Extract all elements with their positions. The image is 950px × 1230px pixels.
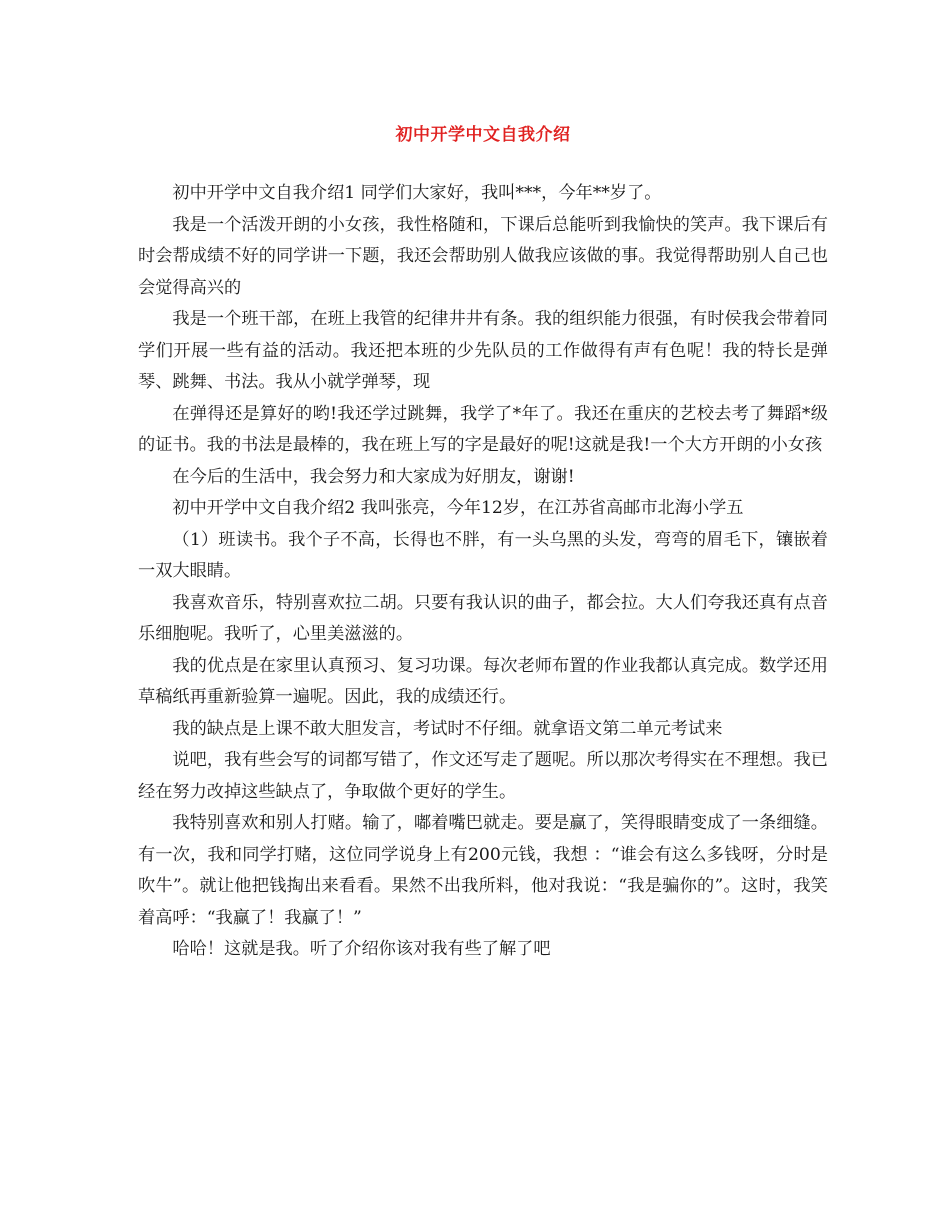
paragraph-9: 我的优点是在家里认真预习、复习功课。每次老师布置的作业我都认真完成。数学还用草稿纸再重新验算一遍呢。因此，我的成绩还行。 [138,655,828,707]
paragraph-2: 我是一个活泼开朗的小女孩，我性格随和，下课后总能听到我愉快的笑声。我下课后有时会帮成绩不好的同学讲一下题，我还会帮助别人做我应该做的事。我觉得帮助别人自己也会觉得高兴的 [138,214,828,298]
paragraph-1: 初中开学中文自我介绍1 同学们大家好，我叫***，今年**岁了。 [172,183,662,203]
paragraph-4: 在弹得还是算好的哟!我还学过跳舞，我学了*年了。我还在重庆的艺校去考了舞蹈*级的证书。我的书法是最棒的，我在班上写的字是最好的呢!这就是我!一个大方开朗的小女孩 [138,403,828,455]
paragraph-5: 在今后的生活中，我会努力和大家成为好朋友，谢谢! [172,466,575,487]
document-title: 初中开学中文自我介绍 [395,125,571,145]
paragraph-7: （1）班读书。我个子不高，长得也不胖，有一头乌黑的头发，弯弯的眉毛下，镶嵌着一双大眼睛。 [138,529,828,581]
document-body [138,178,828,966]
document-page [138,0,828,966]
paragraph-3: 我是一个班干部，在班上我管的纪律井井有条。我的组织能力很强，有时侯我会带着同学们开展一些有益的活动。我还把本班的少先队员的工作做得有声有色呢！我的特长是弹琴、跳舞、书法。我从小就学弹琴，现 [138,309,828,392]
paragraph-8: 我喜欢音乐，特别喜欢拉二胡。只要有我认识的曲子，都会拉。大人们夸我还真有点音乐细胞呢。我听了，心里美滋滋的。 [138,592,828,644]
paragraph-10: 我的缺点是上课不敢大胆发言，考试时不仔细。就拿语文第二单元考试来 [172,718,723,739]
paragraph-13: 哈哈！这就是我。听了介绍你该对我有些了解了吧 [172,939,551,959]
paragraph-12: 我特别喜欢和别人打赌。输了，嘟着嘴巴就走。要是赢了，笑得眼睛变成了一条细缝。有一次，我和同学打赌，这位同学说身上有200元钱，我想 ：“谁会有这么多钱呀，分时是吹牛”。就让他把钱掏出来看看。果然不出我所料，他对我说：“我是骗你的”。这时，我笑着高呼：“我赢了！我赢了！” [138,813,828,928]
paragraph-6: 初中开学中文自我介绍2 我叫张亮，今年12岁，在江苏省高邮市北海小学五 [172,498,744,518]
paragraph-11: 说吧，我有些会写的词都写错了，作文还写走了题呢。所以那次考得实在不理想。我已经在努力改掉这些缺点了，争取做个更好的学生。 [138,750,828,802]
